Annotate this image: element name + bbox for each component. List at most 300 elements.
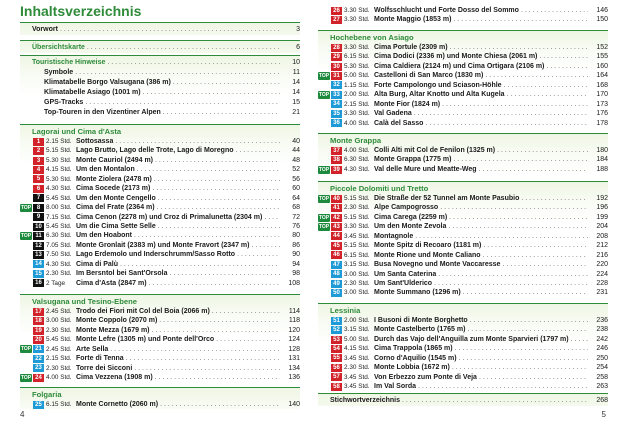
tour-page: 68	[292, 204, 300, 212]
tour-duration: 2.00 Std.	[344, 91, 370, 99]
tour-row[interactable]	[318, 241, 608, 250]
top-badge: TOP	[318, 91, 330, 98]
tour-row[interactable]	[20, 326, 300, 335]
tour-row[interactable]	[318, 146, 608, 155]
tour-list	[318, 146, 608, 174]
dot-leader	[152, 326, 280, 335]
tour-number-badge: 8	[33, 204, 44, 212]
tour-row[interactable]	[318, 251, 608, 260]
tour-name: Um Sant'Ulderico	[374, 279, 433, 287]
dot-leader	[160, 400, 280, 409]
tour-number-badge: 1	[33, 138, 44, 146]
tour-row[interactable]	[20, 316, 300, 325]
tour-duration: 3.45 Std.	[344, 354, 370, 362]
tour-duration: 3.30 Std.	[344, 44, 370, 51]
toc-label: Touristische Hinweise	[32, 59, 106, 66]
tour-number-badge: 12	[33, 242, 44, 250]
top-badge: TOP	[20, 233, 32, 240]
top-badge: TOP	[318, 214, 330, 221]
tour-row[interactable]	[318, 100, 608, 109]
toc-page: 14	[292, 89, 300, 96]
dot-leader	[467, 325, 588, 334]
section-title: Monte Grappa	[330, 136, 382, 145]
tour-name: Colli Alti mit Col de Fenilon (1325 m)	[374, 147, 496, 154]
tour-duration: 2.00 Std.	[344, 317, 370, 324]
tour-duration: 7.50 Std.	[46, 251, 72, 259]
dot-leader	[485, 71, 588, 80]
hints-box	[20, 55, 300, 118]
tour-page: 150	[596, 16, 608, 24]
tour-row[interactable]	[318, 15, 608, 24]
tour-name: Die Straße der 52 Tunnel am Monte Pasubio	[374, 195, 520, 202]
dot-leader	[154, 175, 280, 184]
tour-number-badge: 34	[331, 100, 342, 108]
tour-row[interactable]	[20, 175, 300, 184]
tour-page: 164	[596, 72, 608, 80]
tour-row[interactable]	[20, 156, 300, 165]
tour-row[interactable]	[318, 382, 608, 391]
tour-duration: 2.30 Std.	[46, 364, 72, 372]
tour-number-badge: 40	[331, 195, 342, 203]
tour-number-badge: 7	[33, 194, 44, 202]
tour-number-badge: 30	[331, 63, 342, 71]
tour-page: 238	[596, 326, 608, 334]
tour-row[interactable]	[20, 184, 300, 193]
tour-row[interactable]	[20, 345, 300, 354]
tour-page: 231	[596, 289, 608, 297]
tour-row[interactable]	[318, 119, 608, 128]
tour-name: Val delle Mure und Meatte-Weg	[374, 165, 477, 173]
tour-page: 212	[596, 242, 608, 250]
tour-duration: 5.30 Std.	[46, 156, 72, 164]
dot-leader	[216, 335, 280, 344]
tour-name: Corno d'Aquilio (1545 m)	[374, 354, 457, 362]
tour-number-badge: 45	[331, 242, 342, 250]
tour-page: 40	[292, 138, 300, 145]
tour-name: Monte Fior (1824 m)	[374, 100, 441, 108]
tour-row[interactable]	[20, 203, 300, 212]
dot-leader	[418, 382, 588, 391]
tour-page: 94	[292, 260, 300, 268]
tour-duration: 7.15 Std.	[46, 213, 72, 221]
toc-row-hints[interactable]	[20, 58, 300, 68]
tour-name: Arte Sella	[76, 345, 109, 353]
tour-row[interactable]	[20, 165, 300, 174]
tour-name: Cima Socede (2173 m)	[76, 185, 151, 193]
section-valsugana	[20, 294, 300, 383]
top-badge: TOP	[20, 346, 32, 353]
tour-name: Monte Grappa (1775 m)	[374, 156, 452, 164]
tour-row[interactable]	[20, 250, 300, 259]
tour-number-badge: 48	[331, 270, 342, 278]
section-lagorai	[20, 124, 300, 288]
toc-row-hint[interactable]	[20, 88, 300, 98]
tour-row[interactable]	[318, 232, 608, 241]
tour-page: 160	[596, 62, 608, 70]
tour-page: 258	[596, 373, 608, 381]
tour-page: 90	[292, 251, 300, 259]
tour-row[interactable]	[20, 241, 300, 250]
dot-leader	[546, 62, 588, 71]
toc-row-hint[interactable]	[20, 78, 300, 88]
tour-duration: 4.30 Std.	[46, 260, 72, 268]
dot-leader	[110, 345, 280, 354]
tour-duration: 4.15 Std.	[344, 345, 370, 353]
tour-name: Monte Cornetto (2060 m)	[76, 401, 159, 408]
tour-page: 155	[596, 53, 608, 61]
tour-number-badge: 49	[331, 280, 342, 288]
tour-number-badge: 42	[331, 214, 342, 222]
tour-name: Cima Trappola (1865 m)	[374, 345, 453, 353]
tour-duration: 2.15 Std.	[46, 355, 72, 363]
tour-duration: 5.15 Std.	[344, 195, 370, 202]
tour-duration: 4.30 Std.	[344, 165, 370, 173]
section-title: Hochebene von Asiago	[330, 33, 414, 42]
toc-page: 14	[292, 79, 300, 86]
dot-leader	[85, 98, 280, 108]
tour-number-badge: 18	[33, 317, 44, 325]
tour-number-badge: 13	[33, 251, 44, 259]
tour-number-badge: 14	[33, 260, 44, 268]
dot-leader	[155, 156, 280, 165]
page-title: Inhaltsverzeichnis	[20, 3, 142, 19]
tour-number-badge: 15	[33, 270, 44, 278]
tour-page: 178	[596, 119, 608, 127]
tour-row[interactable]	[20, 373, 300, 382]
tour-row[interactable]	[318, 43, 608, 52]
dot-leader	[163, 108, 280, 118]
tour-duration: 3.45 Std.	[344, 373, 370, 381]
tour-number-badge: 52	[331, 326, 342, 334]
tour-row[interactable]	[20, 269, 300, 278]
tour-number-badge: 51	[331, 317, 342, 325]
tour-name: Monte Cauriol (2494 m)	[76, 156, 154, 164]
tour-row[interactable]	[318, 6, 608, 15]
page-number: 5	[601, 410, 606, 419]
dot-leader	[155, 373, 280, 382]
tour-name: Monte Gronlait (2383 m) und Monte Fravort (2347 m)	[76, 241, 250, 249]
tour-number-badge: 6	[33, 185, 44, 193]
tour-number-badge: 25	[33, 401, 44, 409]
tour-page: 224	[596, 270, 608, 278]
section-grappa	[318, 133, 608, 174]
intro-box	[20, 22, 300, 35]
tour-row[interactable]	[318, 194, 608, 203]
tour-name: Um den Hoabont	[76, 232, 132, 240]
toc-row-hint[interactable]	[20, 108, 300, 118]
tour-name: Monte Maggio (1853 m)	[374, 16, 452, 24]
tour-name: Monte Spitz di Recoaro (1181 m)	[374, 242, 482, 250]
tour-name: Trodo dei Fiori mit Col del Boia (2066 m)	[76, 308, 210, 315]
tour-name: Alpe Campogrosso	[374, 204, 439, 212]
tour-number-badge: 39	[331, 166, 342, 174]
tour-duration: 2.30 Std.	[344, 279, 370, 287]
tour-list	[20, 400, 300, 409]
tour-duration: 3.15 Std.	[344, 326, 370, 334]
tour-page: 108	[288, 279, 300, 287]
tour-name: Cima del Frate (2364 m)	[76, 204, 155, 212]
tour-number-badge: 56	[331, 364, 342, 372]
tour-row[interactable]	[318, 165, 608, 174]
tour-row[interactable]	[318, 270, 608, 279]
tour-duration: 4.00 Std.	[46, 374, 72, 382]
tour-row[interactable]	[20, 222, 300, 231]
tour-list	[318, 43, 608, 128]
tour-page: 176	[596, 110, 608, 118]
tour-row[interactable]	[318, 52, 608, 61]
tour-row[interactable]	[20, 335, 300, 344]
tour-page: 131	[288, 355, 300, 363]
tour-page: 48	[292, 156, 300, 164]
tour-page: 204	[596, 223, 608, 231]
tour-page: 98	[292, 270, 300, 278]
tour-number-badge: 44	[331, 232, 342, 240]
dot-leader	[455, 344, 588, 353]
dot-leader	[434, 279, 588, 288]
tour-page: 52	[292, 166, 300, 174]
dot-leader	[212, 307, 280, 316]
section-folgaria	[20, 387, 300, 409]
dot-leader	[521, 6, 588, 15]
dot-leader	[507, 90, 588, 99]
tour-name: Im Val Sorda	[374, 383, 417, 391]
tour-number-badge: 27	[331, 16, 342, 24]
top-badge: TOP	[318, 166, 330, 173]
tour-duration: 5.15 Std.	[46, 147, 72, 155]
dot-leader	[134, 231, 280, 240]
tour-row[interactable]	[318, 279, 608, 288]
tour-name: Lago Erdemolo und Inderschrumm/Sasso Rotto	[76, 251, 236, 259]
tour-row[interactable]	[318, 373, 608, 382]
tour-duration: 6.15 Std.	[46, 401, 72, 408]
section-title: Lagorai und Cima d'Asta	[32, 127, 122, 136]
tour-page: 246	[596, 345, 608, 353]
tour-row[interactable]	[318, 203, 608, 212]
tour-number-badge: 43	[331, 223, 342, 231]
tour-row[interactable]	[318, 81, 608, 90]
tour-name: Cima d'Asta (2847 m)	[76, 279, 147, 287]
tour-number-badge: 37	[331, 147, 342, 155]
tour-number-badge: 47	[331, 261, 342, 269]
tour-number-badge: 54	[331, 345, 342, 353]
tour-name: Cima Caldiera (2124 m) und Cima Ortigara (2106 m)	[374, 62, 545, 70]
dot-leader	[571, 335, 588, 344]
toc-row-hint[interactable]	[20, 68, 300, 78]
tour-duration: 2.45 Std.	[46, 345, 72, 353]
tour-page: 184	[596, 156, 608, 164]
dot-leader	[452, 363, 588, 372]
tour-name: Alta Burg, Altar Knotto und Alta Kugela	[374, 91, 505, 99]
tour-row[interactable]	[20, 307, 300, 316]
section-asiago	[318, 30, 608, 128]
tour-name: Wolfsschlucht und Forte Dosso del Sommo	[374, 7, 519, 14]
dot-leader	[143, 88, 280, 98]
dot-leader	[149, 279, 280, 288]
top-badge: TOP	[20, 374, 32, 381]
dot-leader	[157, 203, 280, 212]
dot-leader	[453, 155, 588, 164]
tour-page: 44	[292, 147, 300, 155]
tour-page: 124	[288, 336, 300, 344]
tour-number-badge: 58	[331, 383, 342, 391]
tour-page: 120	[288, 326, 300, 334]
map-box	[20, 40, 300, 53]
tour-duration: 3.15 Std.	[344, 261, 370, 269]
dot-leader	[438, 270, 588, 279]
tour-row[interactable]	[20, 260, 300, 269]
toc-label: GPS-Tracks	[44, 99, 84, 106]
tour-duration: 4.15 Std.	[46, 166, 72, 174]
tour-row[interactable]	[20, 213, 300, 222]
tour-duration: 5.00 Std.	[344, 72, 370, 80]
tour-duration: 2.30 Std.	[46, 326, 72, 334]
top-badge: TOP	[318, 224, 330, 231]
section-title: Folgaria	[32, 390, 62, 399]
tour-page: 80	[292, 232, 300, 240]
tour-page: 56	[292, 175, 300, 183]
continued-box	[318, 4, 608, 25]
tour-row[interactable]	[318, 222, 608, 231]
tour-row[interactable]	[318, 155, 608, 164]
top-badge: TOP	[318, 73, 330, 80]
dot-leader	[414, 109, 588, 118]
tour-page: 146	[596, 7, 608, 14]
tour-row[interactable]	[318, 335, 608, 344]
tour-duration: 3.30 Std.	[344, 16, 370, 24]
tour-row[interactable]	[318, 325, 608, 334]
toc-label: Symbole	[44, 69, 74, 76]
tour-name: Cima Carega (2259 m)	[374, 213, 448, 221]
section-lessinia	[318, 303, 608, 392]
tour-row[interactable]	[20, 364, 300, 373]
tour-row[interactable]	[20, 231, 300, 240]
tour-duration: 5.45 Std.	[46, 222, 72, 230]
tour-number-badge: 4	[33, 166, 44, 174]
tour-name: Montagnole	[374, 232, 414, 240]
tour-row[interactable]	[318, 109, 608, 118]
toc-label: Vorwort	[32, 26, 58, 33]
tour-row[interactable]	[318, 260, 608, 269]
tour-number-badge: 22	[33, 355, 44, 363]
tour-name: Von Erbezzo zum Ponte di Veja	[374, 373, 477, 381]
tour-page: 152	[596, 44, 608, 51]
tour-row[interactable]	[318, 71, 608, 80]
toc-page: 3	[296, 26, 300, 33]
toc-row-vorwort[interactable]	[20, 25, 300, 35]
tour-page: 236	[596, 317, 608, 324]
tour-page: 114	[288, 308, 300, 315]
toc-label: Übersichtskarte	[32, 44, 85, 51]
tour-duration: 5.45 Std.	[46, 194, 72, 202]
tour-duration: 5.30 Std.	[344, 62, 370, 70]
section-title: Lessinia	[330, 306, 361, 315]
tour-name: Forte Campolongo und Sciason-Höhle	[374, 81, 502, 89]
dot-leader	[158, 222, 280, 231]
tour-row[interactable]	[20, 146, 300, 155]
tour-duration: 2.30 Std.	[344, 364, 370, 372]
tour-row[interactable]	[318, 90, 608, 99]
tour-name: Forte di Tenna	[76, 355, 124, 363]
tour-duration: 6.30 Std.	[46, 232, 72, 240]
tour-duration: 1.15 Std.	[344, 81, 370, 89]
tour-duration: 3.30 Std.	[344, 110, 370, 118]
tour-number-badge: 3	[33, 157, 44, 165]
tour-row[interactable]	[318, 354, 608, 363]
tour-row[interactable]	[20, 354, 300, 363]
tour-page: 140	[288, 401, 300, 408]
tour-row[interactable]	[318, 213, 608, 222]
dot-leader	[463, 288, 588, 297]
toc-page: 6	[296, 44, 300, 51]
dot-leader	[497, 146, 588, 155]
tour-duration: 3.30 Std.	[344, 7, 370, 14]
dot-leader	[539, 52, 588, 61]
section-title: Valsugana und Tesino-Ebene	[32, 297, 137, 306]
tour-duration: 3.00 Std.	[344, 289, 370, 297]
dot-leader	[415, 232, 588, 241]
tour-number-badge: 11	[33, 232, 44, 240]
tour-list	[20, 307, 300, 383]
dot-leader	[120, 260, 280, 269]
tour-name: Monte Castelberto (1765 m)	[374, 326, 466, 334]
tour-page: 199	[596, 213, 608, 221]
tour-name: Castelloni di San Marco (1830 m)	[374, 72, 484, 80]
toc-row-index[interactable]	[318, 396, 608, 406]
dot-leader	[440, 203, 588, 212]
tour-page: 136	[288, 374, 300, 382]
tour-page: 263	[596, 383, 608, 391]
tour-duration: 3.00 Std.	[344, 270, 370, 278]
dot-leader	[483, 241, 588, 250]
tour-list	[20, 137, 300, 288]
tour-row[interactable]	[20, 194, 300, 203]
tour-row[interactable]	[20, 279, 300, 288]
tour-duration: 2 Tage	[46, 279, 66, 287]
tour-duration: 2.15 Std.	[344, 100, 370, 108]
toc-page: 268	[596, 397, 608, 404]
right-page	[310, 0, 620, 423]
tour-row[interactable]	[318, 316, 608, 325]
tour-page: 118	[288, 317, 300, 325]
tour-page: 170	[596, 91, 608, 99]
tour-row[interactable]	[318, 288, 608, 297]
tour-row[interactable]	[318, 62, 608, 71]
section-title: Piccole Dolomiti und Tretto	[330, 184, 429, 193]
tour-duration: 3.30 Std.	[344, 223, 370, 231]
index-box	[318, 393, 608, 406]
tour-row[interactable]	[20, 137, 300, 146]
tour-list	[318, 316, 608, 392]
tour-row[interactable]	[318, 363, 608, 372]
tour-name: Sottosassa	[76, 138, 114, 145]
tour-page: 60	[292, 185, 300, 193]
tour-row[interactable]	[20, 400, 300, 409]
tour-number-badge: 24	[33, 374, 44, 382]
tour-number-badge: 41	[331, 204, 342, 212]
tour-number-badge: 26	[331, 7, 342, 15]
toc-row-hint[interactable]	[20, 98, 300, 108]
tour-page: 242	[596, 335, 608, 343]
tour-name: Busa Novegno und Monte Vaccaresse	[374, 261, 501, 269]
tour-page: 180	[596, 147, 608, 154]
toc-row-uebersichtskarte[interactable]	[20, 43, 300, 53]
tour-name: Lago Brutto, Lago delle Trote, Lago di Moregno	[76, 147, 234, 155]
tour-name: Durch das Vajo dell'Anguilla zum Monte Sparvieri (1797 m)	[374, 335, 569, 343]
tour-duration: 2.30 Std.	[344, 204, 370, 212]
tour-row[interactable]	[318, 344, 608, 353]
section-piccole-dolomiti	[318, 181, 608, 298]
tour-number-badge: 53	[331, 336, 342, 344]
